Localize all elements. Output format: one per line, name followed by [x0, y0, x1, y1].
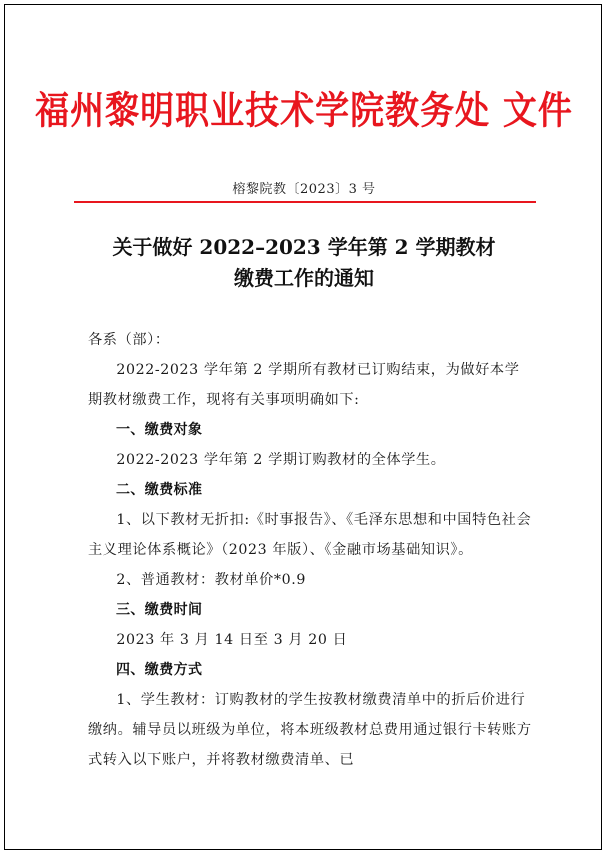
notice-title-line-2: 缴费工作的通知 [234, 266, 374, 290]
section-heading-target: 一、缴费对象 [116, 422, 203, 438]
document-number: 榕黎院教〔2023〕3 号 [232, 182, 376, 197]
notice-title [5, 232, 603, 294]
notice-body [88, 325, 532, 775]
standard-item-2: 2、普通教材：教材单价*0.9 [116, 572, 306, 588]
salutation: 各系（部）： [88, 332, 170, 348]
section-heading-standard: 二、缴费标准 [116, 482, 203, 498]
method-item-1: 1、学生教材：订购教材的学生按教材缴费清单中的折后价进行缴纳。辅导员以班级为单位，将本班级教材总费用通过银行卡转账方式转入以下账户，并将教材缴费清单、已 [88, 692, 532, 768]
section-heading-time: 三、缴费时间 [116, 602, 203, 618]
standard-item-1: 1、以下教材无折扣:《时事报告》、《毛泽东思想和中国特色社会主义理论体系概论》（2023 年版）、《金融市场基础知识》。 [88, 512, 532, 558]
section-target-text: 2022-2023 学年第 2 学期订购教材的全体学生。 [116, 452, 446, 468]
section-heading-method: 四、缴费方式 [116, 662, 203, 678]
document-header-title: 福州黎明职业技术学院教务处 文件 [35, 89, 573, 134]
red-divider-line [74, 201, 536, 203]
notice-title-line-1: 关于做好 2022–2023 学年第 2 学期教材 [112, 235, 496, 259]
section-time-text: 2023 年 3 月 14 日至 3 月 20 日 [116, 632, 348, 648]
document-page [4, 4, 602, 850]
intro-paragraph: 2022-2023 学年第 2 学期所有教材已订购结束，为做好本学期教材缴费工作，现将有关事项明确如下: [88, 362, 520, 408]
